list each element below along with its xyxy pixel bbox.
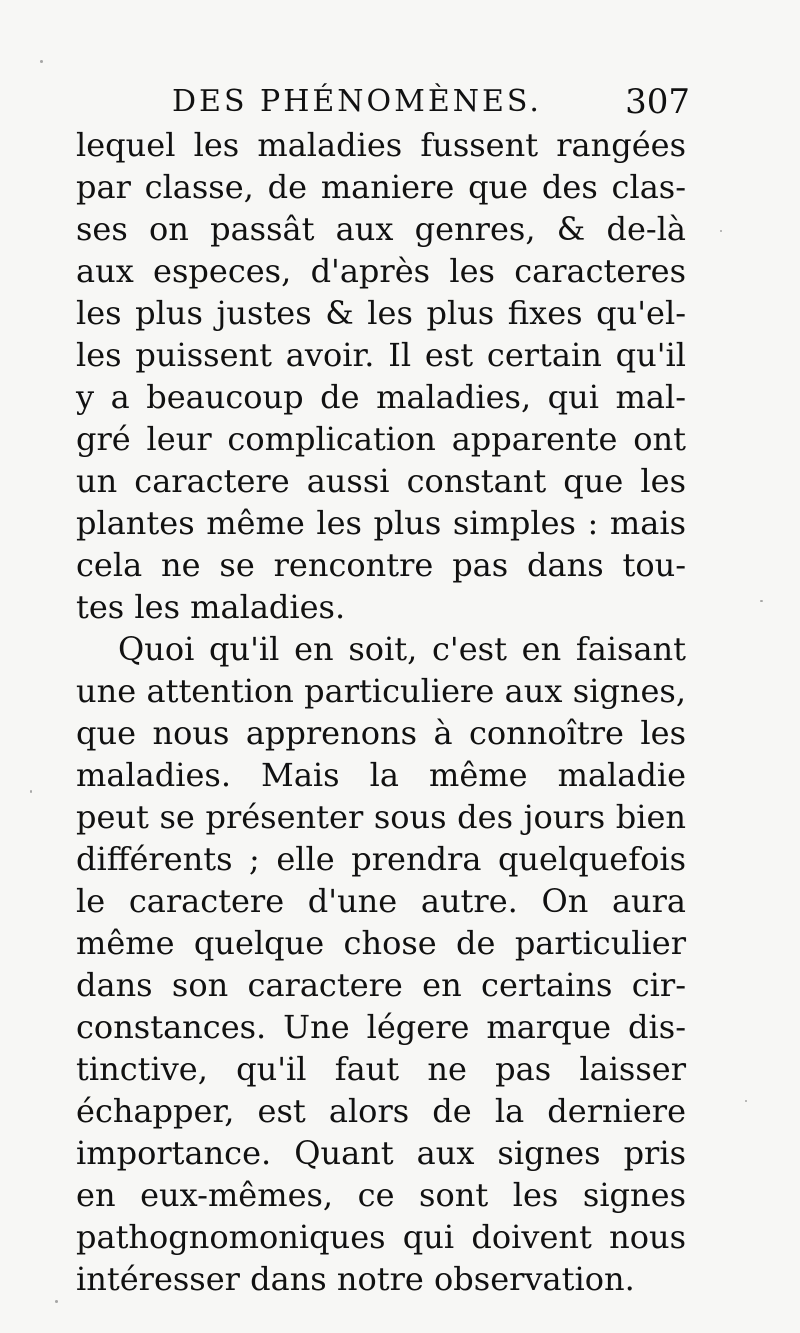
paper-speck (30, 790, 32, 793)
text-line: les puissent avoir. Il est certain qu'il (76, 336, 686, 374)
text-line: cela ne se rencontre pas dans tou- (76, 546, 686, 584)
paper-speck (55, 1300, 58, 1303)
text-line: dans son caractere en certains cir- (76, 966, 686, 1004)
text-line: pathognomoniques qui doivent nous (76, 1218, 686, 1256)
text-line: y a beaucoup de maladies, qui mal- (76, 378, 686, 416)
text-line: aux especes, d'après les caracteres (76, 252, 686, 290)
running-title: DES PHÉNOMÈNES. (172, 84, 542, 119)
text-line: les plus justes & les plus fixes qu'el- (76, 294, 686, 332)
text-line: tinctive, qu'il faut ne pas laisser (76, 1050, 686, 1088)
text-line: tes les maladies. (76, 588, 346, 626)
paper-speck (40, 60, 43, 63)
paper-speck (760, 600, 763, 602)
paper-speck (720, 230, 722, 232)
text-line: maladies. Mais la même maladie (76, 756, 686, 794)
text-line: que nous apprenons à connoître les (76, 714, 686, 752)
text-line: plantes même les plus simples : mais (76, 504, 686, 542)
text-line: un caractere aussi constant que les (76, 462, 686, 500)
text-line: ses on passât aux genres, & de-là (76, 210, 686, 248)
text-line: le caractere d'une autre. On aura (76, 882, 686, 920)
text-line: une attention particuliere aux signes, (76, 672, 686, 710)
text-line: intéresser dans notre observation. (76, 1260, 635, 1298)
text-line: en eux-mêmes, ce sont les signes (76, 1176, 686, 1214)
page-number: 307 (625, 82, 690, 122)
text-line: lequel les maladies fussent rangées (76, 126, 686, 164)
paragraph-1 (76, 124, 686, 628)
text-line: importance. Quant aux signes pris (76, 1134, 686, 1172)
text-line: échapper, est alors de la derniere (76, 1092, 686, 1130)
text-line: même quelque chose de particulier (76, 924, 686, 962)
body-text (76, 124, 686, 1300)
paper-speck (745, 1100, 747, 1102)
page-header (80, 80, 690, 124)
text-line: constances. Une légere marque dis- (76, 1008, 686, 1046)
text-line: différents ; elle prendra quelquefois (76, 840, 686, 878)
text-line: par classe, de maniere que des clas- (76, 168, 686, 206)
text-line: peut se présenter sous des jours bien (76, 798, 686, 836)
paragraph-2 (76, 628, 686, 1300)
text-line: gré leur complication apparente ont (76, 420, 686, 458)
text-line: Quoi qu'il en soit, c'est en faisant (118, 630, 686, 668)
